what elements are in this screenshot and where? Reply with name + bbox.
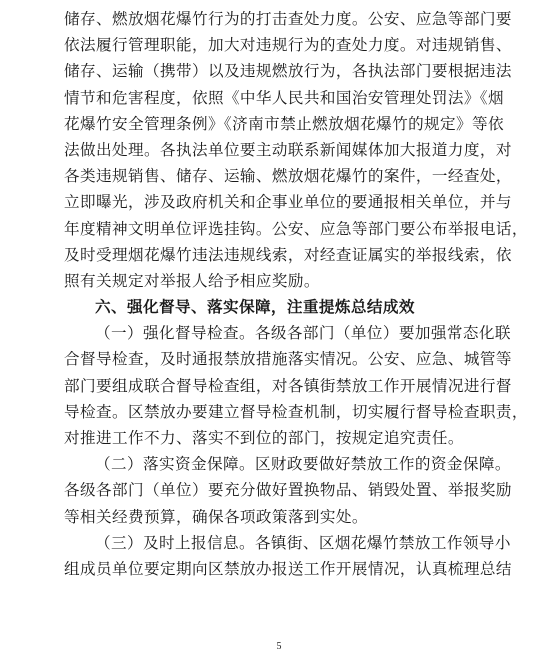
text-line: 各级各部门（单位）要充分做好置换物品、销毁处置、举报奖励 — [64, 481, 512, 500]
text-line: 合督导检查，及时通报禁放措施落实情况。公安、应急、城管等 — [64, 350, 512, 369]
text-line: 照有关规定对举报人给予相应奖励。 — [64, 271, 320, 290]
text-line: 情节和危害程度，依照《中华人民共和国治安管理处罚法》《烟 — [64, 88, 505, 107]
text-line: 储存、运输（携带）以及违规燃放行为，各执法部门要根据违法 — [64, 62, 512, 81]
text-line: 花爆竹安全管理条例》《济南市禁止燃放烟花爆竹的规定》等依 — [64, 114, 505, 133]
text-line: 部门要组成联合督导检查组，对各镇街禁放工作开展情况进行督 — [64, 376, 512, 395]
text-line: （一）强化督导检查。各级各部门（单位）要加强常态化联 — [95, 324, 511, 343]
text-line: 等相关经费预算，确保各项政策落到实处。 — [64, 507, 368, 526]
text-line: （三）及时上报信息。各镇街、区烟花爆竹禁放工作领导小 — [95, 533, 511, 552]
text-line: 各类违规销售、储存、运输、燃放烟花爆竹的案件，一经查处， — [64, 167, 512, 186]
text-line: 依法履行管理职能，加大对违规行为的查处力度。对违规销售、 — [64, 36, 512, 55]
text-line: 及时受理烟花爆竹违法违规线索，对经查证属实的举报线索，依 — [64, 245, 512, 264]
text-line: 导检查。区禁放办要建立督导检查机制，切实履行督导检查职责， — [64, 402, 528, 421]
page-number: 5 — [276, 641, 282, 652]
text-line: 组成员单位要定期向区禁放办报送工作开展情况，认真梳理总结 — [64, 559, 512, 578]
text-line: 对推进工作不力、落实不到位的部门，按规定追究责任。 — [64, 429, 464, 447]
text-line: 法做出处理。各执法单位要主动联系新闻媒体加大报道力度，对 — [64, 140, 512, 159]
text-line: 年度精神文明单位评选挂钩。公安、应急等部门要公布举报电话， — [64, 219, 528, 238]
text-line: 立即曝光，涉及政府机关和企事业单位的要通报相关单位，并与 — [64, 193, 512, 212]
text-line: 储存、燃放烟花爆竹行为的打击查处力度。公安、应急等部门要 — [64, 10, 512, 28]
text-line: （二）落实资金保障。区财政要做好禁放工作的资金保障。 — [95, 455, 511, 474]
section-heading: 六、强化督导、落实保障，注重提炼总结成效 — [95, 298, 415, 317]
body-text — [64, 6, 528, 582]
